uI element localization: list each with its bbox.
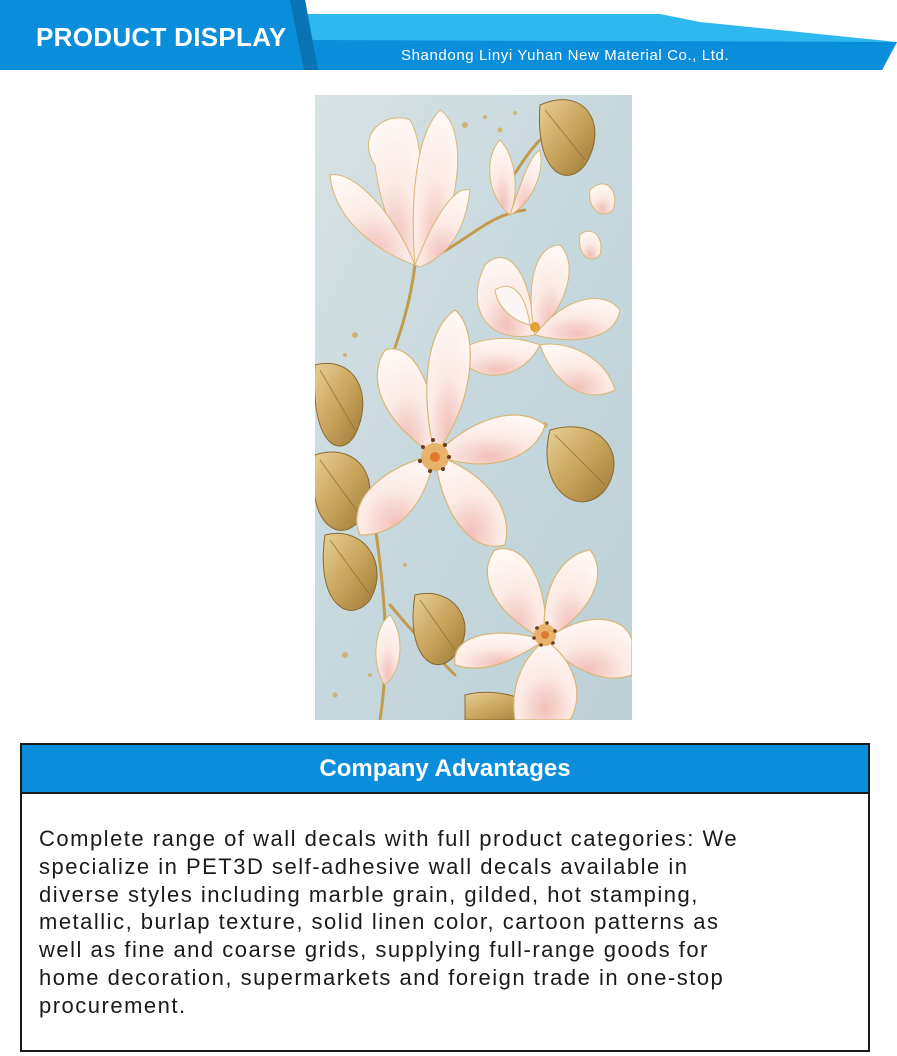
company-advantages-header (22, 745, 868, 794)
advantages-line: well as fine and coarse grids, supplying full-range goods for (39, 937, 709, 963)
advantages-line: specialize in PET3D self-adhesive wall decals available in (39, 853, 689, 879)
advantages-line: Complete range of wall decals with full product categories: We (39, 826, 739, 851)
advantages-line: metallic, burlap texture, solid linen color, cartoon patterns as (39, 909, 720, 935)
company-advantages-panel (20, 743, 870, 1052)
magnolia-artwork-image (315, 95, 632, 720)
advantages-line: home decoration, supermarkets and foreign trade in one-stop (39, 964, 725, 990)
page-title: PRODUCT DISPLAY (36, 22, 287, 52)
header-banner (0, 0, 897, 72)
product-image (315, 95, 632, 720)
company-advantages-text (39, 825, 839, 1020)
advantages-line: diverse styles including marble grain, gilded, hot stamping, (39, 881, 699, 907)
company-advantages-title: Company Advantages (319, 755, 571, 782)
company-name: Shandong Linyi Yuhan New Material Co., Ltd. (401, 47, 730, 64)
advantages-line: procurement. (39, 992, 187, 1018)
